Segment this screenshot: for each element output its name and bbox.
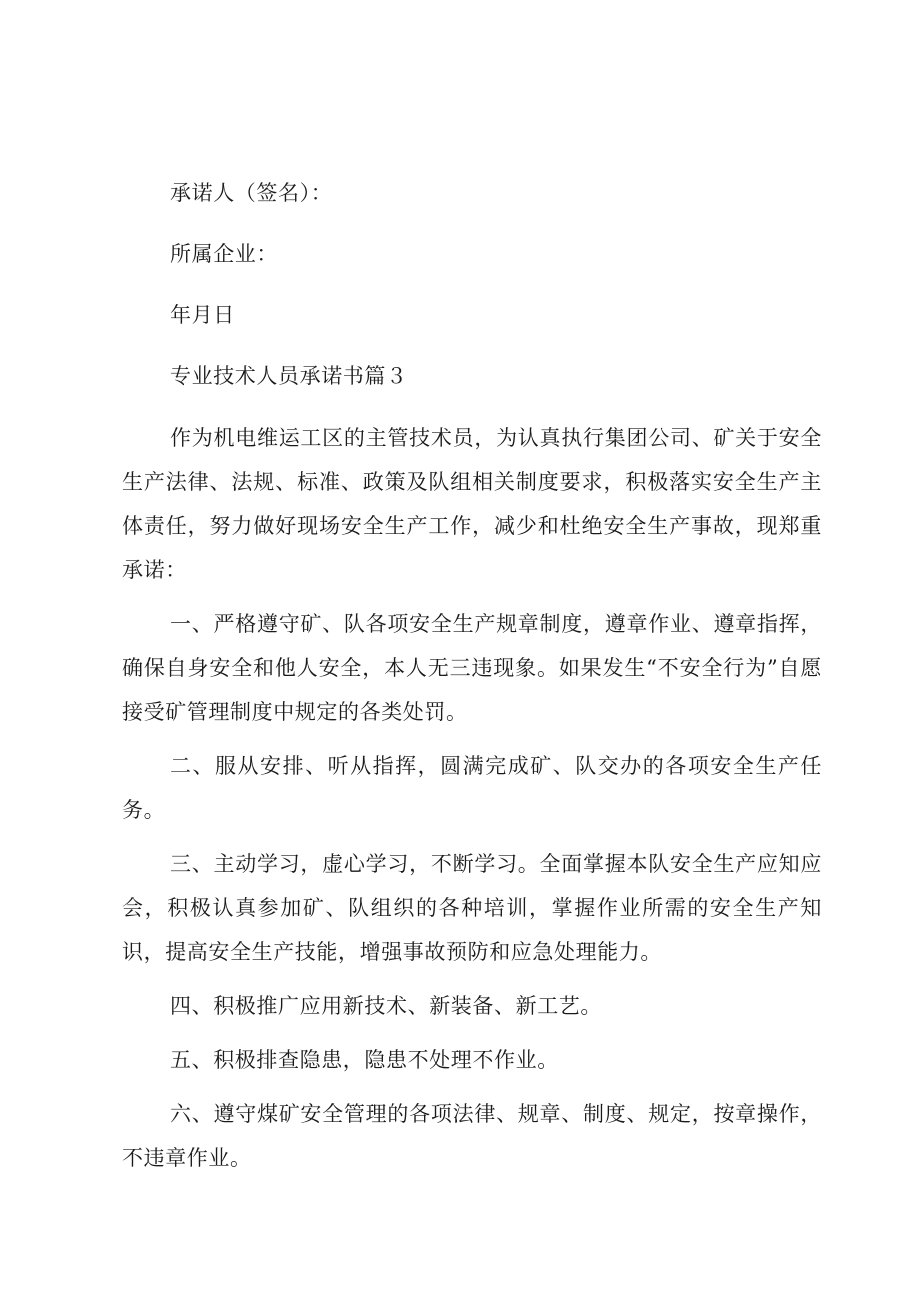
pledge-item-6: 六、遵守煤矿安全管理的各项法律、规章、制度、规定，按章操作，不违章作业。 [122, 1102, 822, 1170]
document-body [122, 172, 822, 1190]
pledge-item-3: 三、主动学习，虚心学习，不断学习。全面掌握本队安全生产应知应会，积极认真参加矿、队组织的各种培训，掌握作业所需的安全生产知识，提高安全生产技能，增强事故预防和应急处理能力。 [122, 852, 822, 964]
pledge-item-2: 二、服从安排、听从指挥，圆满完成矿、队交办的各项安全生产任务。 [122, 754, 822, 822]
pledge-item-1: 一、严格遵守矿、队各项安全生产规章制度，遵章作业、遵章指挥，确保自身安全和他人安全，本人无三违现象。如果发生“不安全行为”自愿接受矿管理制度中规定的各类处罚。 [122, 612, 822, 724]
pledge-item-5: 五、积极排查隐患，隐患不处理不作业。 [170, 1048, 559, 1072]
date-line: 年月日 [170, 303, 235, 327]
company-line: 所属企业： [170, 242, 278, 266]
pledge-item-4: 四、积极推广应用新技术、新装备、新工艺。 [170, 994, 602, 1018]
intro-paragraph: 作为机电维运工区的主管技术员，为认真执行集团公司、矿关于安全生产法律、法规、标准、政策及队组相关制度要求，积极落实安全生产主体责任，努力做好现场安全生产工作，减少和杜绝安全生产事故，现郑重承诺： [122, 426, 822, 582]
signer-line: 承诺人（签名）： [170, 181, 333, 205]
section-title: 专业技术人员承诺书篇３ [170, 364, 408, 388]
